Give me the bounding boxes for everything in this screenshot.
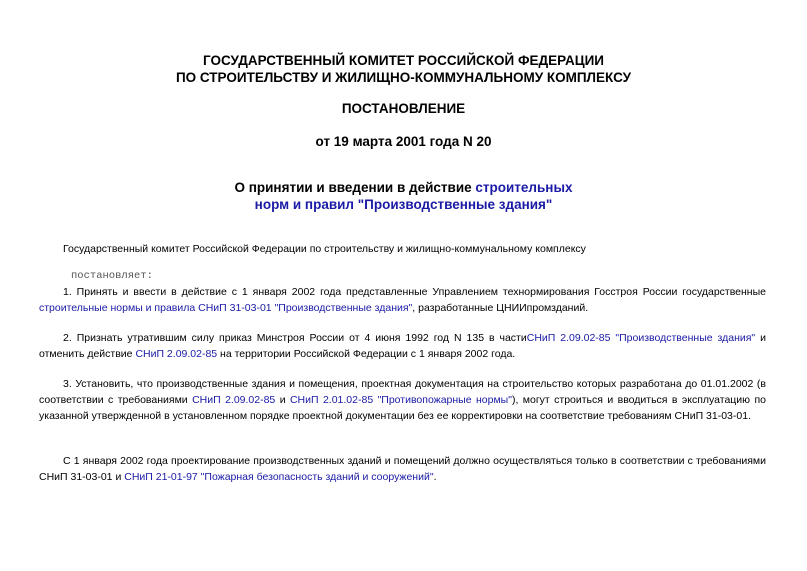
p2-text-2: и отменить действие xyxy=(39,332,766,360)
p3-text-2: и xyxy=(275,394,290,406)
committee-name-line1: ГОСУДАРСТВЕННЫЙ КОМИТЕТ РОССИЙСКОЙ ФЕДЕРАЦИИ xyxy=(203,53,604,68)
p3-text-1: 3. Установить, что производственные здания и помещения, проектная документация на строительство которых разработана до 01.01.2002 (в соответствии с требованиями xyxy=(39,378,766,406)
paragraph-1 xyxy=(39,284,766,316)
document-title xyxy=(0,179,807,213)
p4-text-2: . xyxy=(433,471,437,483)
document-type: ПОСТАНОВЛЕНИЕ xyxy=(341,101,466,116)
p1-snip-link[interactable]: строительные нормы и правила СНиП 31-03-01 "Производственные здания" xyxy=(39,302,413,314)
document-date: от 19 марта 2001 года N 20 xyxy=(315,134,492,149)
title-link-part1[interactable]: строительных xyxy=(475,180,573,195)
intro-text: Государственный комитет Российской Федерации по строительству и жилищно-коммунальному комплексу xyxy=(63,243,586,255)
paragraph-4 xyxy=(39,453,766,485)
p1-text-2: , разработанные ЦНИИпромзданий. xyxy=(412,302,589,314)
paragraph-3 xyxy=(39,376,766,424)
p1-text-1: 1. Принять и ввести в действие с 1 января 2002 года представленные Управлением технормирования Госстроя России государственные xyxy=(63,286,766,298)
document-title-line1 xyxy=(0,179,807,196)
committee-name-line2: ПО СТРОИТЕЛЬСТВУ И ЖИЛИЩНО-КОММУНАЛЬНОМУ КОМПЛЕКСУ xyxy=(175,70,632,85)
title-link-part2[interactable]: норм и правил "Производственные здания" xyxy=(254,197,553,212)
p4-snip-link[interactable]: СНиП 21-01-97 "Пожарная безопасность зданий и сооружений" xyxy=(124,471,434,483)
p3-snip-link-1[interactable]: СНиП 2.09.02-85 xyxy=(192,394,276,406)
p4-text-1: С 1 января 2002 года проектирование производственных зданий и помещений должно осуществляться только в соответствии с требованиями СНиП 31-03-01 и xyxy=(39,455,766,483)
p3-text-3: ), могут строиться и вводиться в эксплуатацию по указанной утвержденной в установленном порядке проектной документации без ее корректировки на соответствие требованиям СНиП 31-03-01. xyxy=(39,394,766,422)
decree-word: постановляет: xyxy=(71,270,153,282)
title-text: О принятии и введении в действие xyxy=(234,180,476,195)
paragraph-2 xyxy=(39,330,766,362)
p2-snip-link-2[interactable]: СНиП 2.09.02-85 xyxy=(135,348,218,360)
p2-text-3: на территории Российской Федерации с 1 января 2002 года. xyxy=(217,348,516,360)
p2-text-1: 2. Признать утратившим силу приказ Минстроя России от 4 июня 1992 год N 135 в части xyxy=(63,332,527,344)
p2-snip-link-1[interactable]: СНиП 2.09.02-85 "Производственные здания" xyxy=(526,332,756,344)
p3-snip-link-2[interactable]: СНиП 2.01.02-85 "Противопожарные нормы" xyxy=(289,394,512,406)
